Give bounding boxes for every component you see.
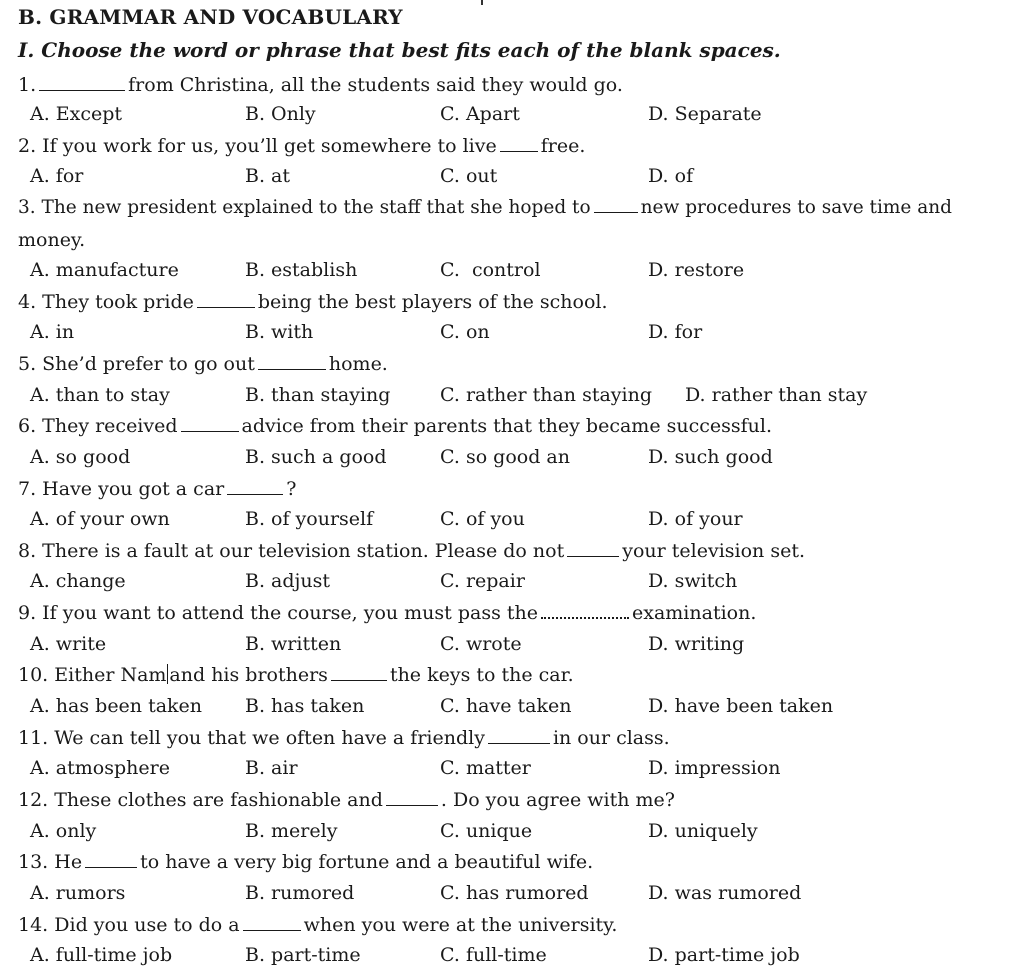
question-2: 2. If you work for us, you’ll get somewhere to live free. <box>18 135 586 157</box>
option-b[interactable]: B. written <box>245 633 342 655</box>
question-4: 4. They took pride being the best players of the school. <box>18 291 608 313</box>
option-d[interactable]: D. restore <box>648 259 745 281</box>
answer-blank <box>488 727 550 744</box>
option-a[interactable]: A. rumors <box>30 882 126 904</box>
option-d[interactable]: D. Separate <box>648 103 762 125</box>
answer-blank <box>594 196 638 213</box>
question-3-continued: money. <box>18 229 86 251</box>
option-b[interactable]: B. has taken <box>245 695 365 717</box>
option-d[interactable]: D. impression <box>648 757 781 779</box>
option-a[interactable]: A. has been taken <box>30 695 203 717</box>
answer-blank <box>85 851 137 868</box>
option-d[interactable]: D. switch <box>648 570 738 592</box>
option-c[interactable]: C. unique <box>440 820 533 842</box>
option-a[interactable]: A. write <box>30 633 107 655</box>
question-9: 9. If you want to attend the course, you must pass the examination. <box>18 602 757 624</box>
option-d[interactable]: D. rather than stay <box>685 384 868 406</box>
option-d[interactable]: D. was rumored <box>648 882 802 904</box>
option-a[interactable]: A. atmosphere <box>30 757 170 779</box>
option-a[interactable]: A. than to stay <box>30 384 170 406</box>
option-c[interactable]: C. wrote <box>440 633 522 655</box>
answer-blank <box>243 914 301 931</box>
option-a[interactable]: A. only <box>30 820 97 842</box>
option-c[interactable]: C. full-time <box>440 944 547 966</box>
option-b[interactable]: B. Only <box>245 103 316 125</box>
option-d[interactable]: D. have been taken <box>648 695 834 717</box>
question-10: 10. Either Nam and his brothers the keys to the car. <box>18 664 574 686</box>
question-12: 12. These clothes are fashionable and . Do you agree with me? <box>18 789 675 811</box>
option-b[interactable]: B. merely <box>245 820 338 842</box>
answer-blank <box>567 540 619 557</box>
option-c[interactable]: C. have taken <box>440 695 572 717</box>
option-b[interactable]: B. at <box>245 165 291 187</box>
section-title: B. GRAMMAR AND VOCABULARY <box>18 5 403 29</box>
option-d[interactable]: D. writing <box>648 633 745 655</box>
question-7: 7. Have you got a car ? <box>18 478 297 500</box>
option-d[interactable]: D. part-time job <box>648 944 800 966</box>
option-a[interactable]: A. of your own <box>30 508 170 530</box>
option-d[interactable]: D. such good <box>648 446 773 468</box>
answer-blank <box>227 478 283 495</box>
option-a[interactable]: A. manufacture <box>30 259 179 281</box>
option-b[interactable]: B. with <box>245 321 314 343</box>
option-d[interactable]: D. uniquely <box>648 820 758 842</box>
option-a[interactable]: A. Except <box>30 103 123 125</box>
option-a[interactable]: A. in <box>30 321 75 343</box>
option-a[interactable]: A. for <box>30 165 84 187</box>
option-a[interactable]: A. change <box>30 570 126 592</box>
question-14: 14. Did you use to do a when you were at the university. <box>18 914 618 936</box>
option-b[interactable]: B. part-time <box>245 944 361 966</box>
option-c[interactable]: C. so good an <box>440 446 570 468</box>
question-6: 6. They received advice from their parents that they became successful. <box>18 415 773 437</box>
option-a[interactable]: A. full-time job <box>30 944 173 966</box>
question-8: 8. There is a fault at our television station. Please do not your television set. <box>18 540 805 562</box>
option-c[interactable]: C. of you <box>440 508 525 530</box>
answer-blank <box>197 291 255 308</box>
option-c[interactable]: C. on <box>440 321 490 343</box>
option-a[interactable]: A. so good <box>30 446 131 468</box>
option-c[interactable]: C. Apart <box>440 103 520 125</box>
option-c[interactable]: C. repair <box>440 570 525 592</box>
option-c[interactable]: C. has rumored <box>440 882 589 904</box>
answer-blank <box>541 601 629 619</box>
option-d[interactable]: D. of <box>648 165 694 187</box>
option-c[interactable]: C. rather than staying <box>440 384 652 406</box>
question-1: 1. from Christina, all the students said they would go. <box>18 74 623 96</box>
option-c[interactable]: C. control <box>440 259 541 281</box>
answer-blank <box>258 353 326 370</box>
option-b[interactable]: B. establish <box>245 259 358 281</box>
question-5: 5. She’d prefer to go out home. <box>18 353 388 375</box>
option-d[interactable]: D. for <box>648 321 703 343</box>
answer-blank <box>39 74 125 91</box>
question-3: 3. The new president explained to the staff that she hoped to new procedures to save time and <box>18 197 953 218</box>
option-b[interactable]: B. of yourself <box>245 508 374 530</box>
option-b[interactable]: B. than staying <box>245 384 391 406</box>
top-tick-mark <box>481 0 483 5</box>
answer-blank <box>331 664 387 681</box>
question-11: 11. We can tell you that we often have a friendly in our class. <box>18 727 670 749</box>
question-13: 13. He to have a very big fortune and a beautiful wife. <box>18 851 594 873</box>
instruction: I. Choose the word or phrase that best fits each of the blank spaces. <box>18 38 781 62</box>
option-d[interactable]: D. of your <box>648 508 743 530</box>
option-b[interactable]: B. air <box>245 757 298 779</box>
answer-blank <box>386 789 438 806</box>
option-c[interactable]: C. matter <box>440 757 531 779</box>
option-b[interactable]: B. such a good <box>245 446 387 468</box>
option-b[interactable]: B. rumored <box>245 882 355 904</box>
answer-blank <box>181 415 239 432</box>
option-b[interactable]: B. adjust <box>245 570 331 592</box>
answer-blank <box>500 135 538 152</box>
option-c[interactable]: C. out <box>440 165 498 187</box>
